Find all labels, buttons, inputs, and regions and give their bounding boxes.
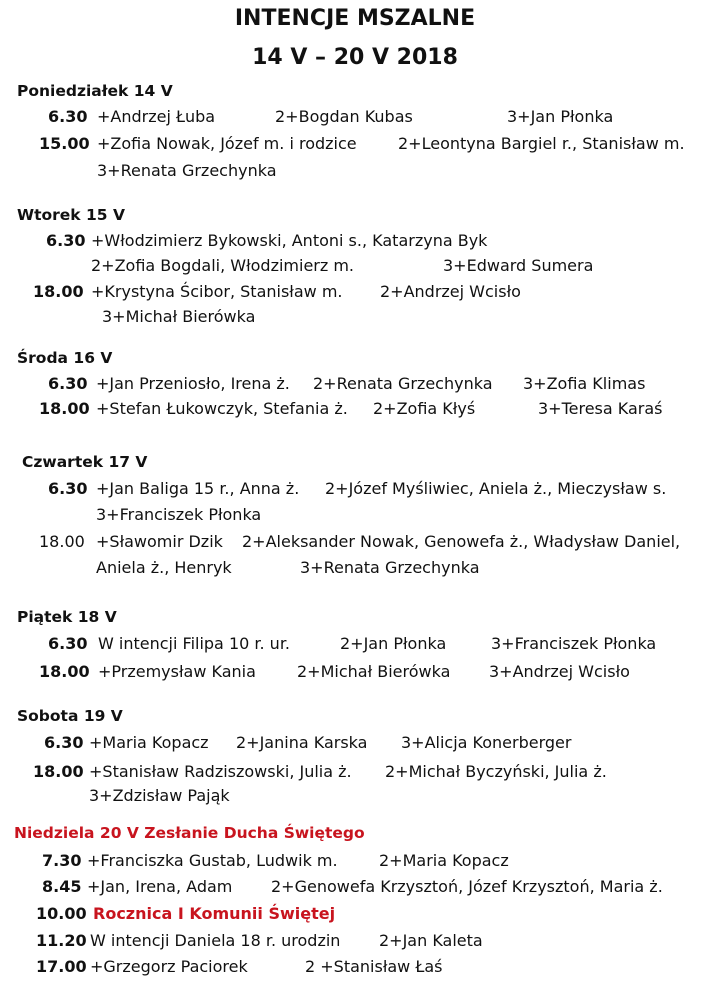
intention: +Krystyna Ścibor, Stanisław m. [91,282,343,301]
mass-time: 6.30 [48,107,88,126]
intention: Aniela ż., Henryk [96,558,232,577]
mass-time: 10.00 [36,904,87,923]
intention: +Jan, Irena, Adam [87,877,233,896]
intention: 2+Renata Grzechynka [313,374,493,393]
intention: 3+Michał Bierówka [102,307,256,326]
intention: 2 +Stanisław Łaś [305,957,443,976]
day-heading-thursday: Czwartek 17 V [22,453,148,471]
intention: 2+Aleksander Nowak, Genowefa ż., Władysław Daniel, [242,532,681,551]
intention: 2+Michał Bierówka [297,662,451,681]
mass-time: 6.30 [48,374,88,393]
mass-time: 8.45 [42,877,82,896]
intention: 2+Zofia Kłyś [373,399,476,418]
intention: 2+Bogdan Kubas [275,107,413,126]
date-range: 14 V – 20 V 2018 [252,45,458,70]
mass-time: 7.30 [42,851,82,870]
intention: 2+Jan Płonka [340,634,447,653]
intention: 2+Michał Byczyński, Julia ż. [385,762,607,781]
day-heading-sunday: Niedziela 20 V Zesłanie Ducha Świętego [14,824,365,842]
mass-time: 6.30 [44,733,84,752]
intention: 2+Leontyna Bargiel r., Stanisław m. [398,134,685,153]
intention: 3+Teresa Karaś [538,399,663,418]
intention: 3+Andrzej Wcisło [489,662,630,681]
intention: 3+Zdzisław Pająk [89,786,230,805]
day-heading-wednesday: Środa 16 V [17,349,113,367]
intention: +Stefan Łukowczyk, Stefania ż. [96,399,348,418]
intention: +Franciszka Gustab, Ludwik m. [87,851,338,870]
mass-time: 6.30 [46,231,86,250]
mass-time: 18.00 [39,532,85,551]
intention: 2+Maria Kopacz [379,851,509,870]
page-title: INTENCJE MSZALNE [234,6,476,31]
intention: +Sławomir Dzik [96,532,223,551]
day-heading-friday: Piątek 18 V [17,608,117,626]
intention: +Zofia Nowak, Józef m. i rodzice [97,134,357,153]
intention: 2+Genowefa Krzysztoń, Józef Krzysztoń, Maria ż. [271,877,663,896]
intention: W intencji Filipa 10 r. ur. [98,634,291,653]
intention: +Włodzimierz Bykowski, Antoni s., Katarzyna Byk [91,231,488,250]
intention: 3+Alicja Konerberger [401,733,572,752]
mass-time: 11.20 [36,931,87,950]
intention: +Andrzej Łuba [97,107,216,126]
mass-time: 18.00 [33,282,84,301]
intention: 2+Zofia Bogdali, Włodzimierz m. [91,256,355,275]
mass-time: 6.30 [48,479,88,498]
intention: +Maria Kopacz [89,733,209,752]
intention: 3+Franciszek Płonka [491,634,657,653]
intention: 2+Andrzej Wcisło [380,282,521,301]
intention: +Grzegorz Paciorek [90,957,248,976]
intention: 3+Jan Płonka [507,107,614,126]
mass-time: 18.00 [39,399,90,418]
mass-time: 15.00 [39,134,90,153]
intention: 3+Renata Grzechynka [97,161,277,180]
day-heading-monday: Poniedziałek 14 V [17,82,173,100]
intention: 2+Janina Karska [236,733,368,752]
day-heading-saturday: Sobota 19 V [17,707,123,725]
intention: 3+Renata Grzechynka [300,558,480,577]
intention: 2+Jan Kaleta [379,931,483,950]
mass-time: 18.00 [39,662,90,681]
intention: 3+Edward Sumera [443,256,594,275]
intention: +Jan Przeniosło, Irena ż. [96,374,290,393]
intention: W intencji Daniela 18 r. urodzin [90,931,341,950]
mass-time: 6.30 [48,634,88,653]
intention-highlight: Rocznica I Komunii Świętej [93,904,336,923]
intention: +Przemysław Kania [98,662,256,681]
mass-time: 18.00 [33,762,84,781]
intention: +Stanisław Radziszowski, Julia ż. [89,762,352,781]
intention: +Jan Baliga 15 r., Anna ż. [96,479,300,498]
intention: 3+Franciszek Płonka [96,505,262,524]
intention: 2+Józef Myśliwiec, Aniela ż., Mieczysław s. [325,479,667,498]
day-heading-tuesday: Wtorek 15 V [17,206,125,224]
intention: 3+Zofia Klimas [523,374,646,393]
mass-time: 17.00 [36,957,87,976]
